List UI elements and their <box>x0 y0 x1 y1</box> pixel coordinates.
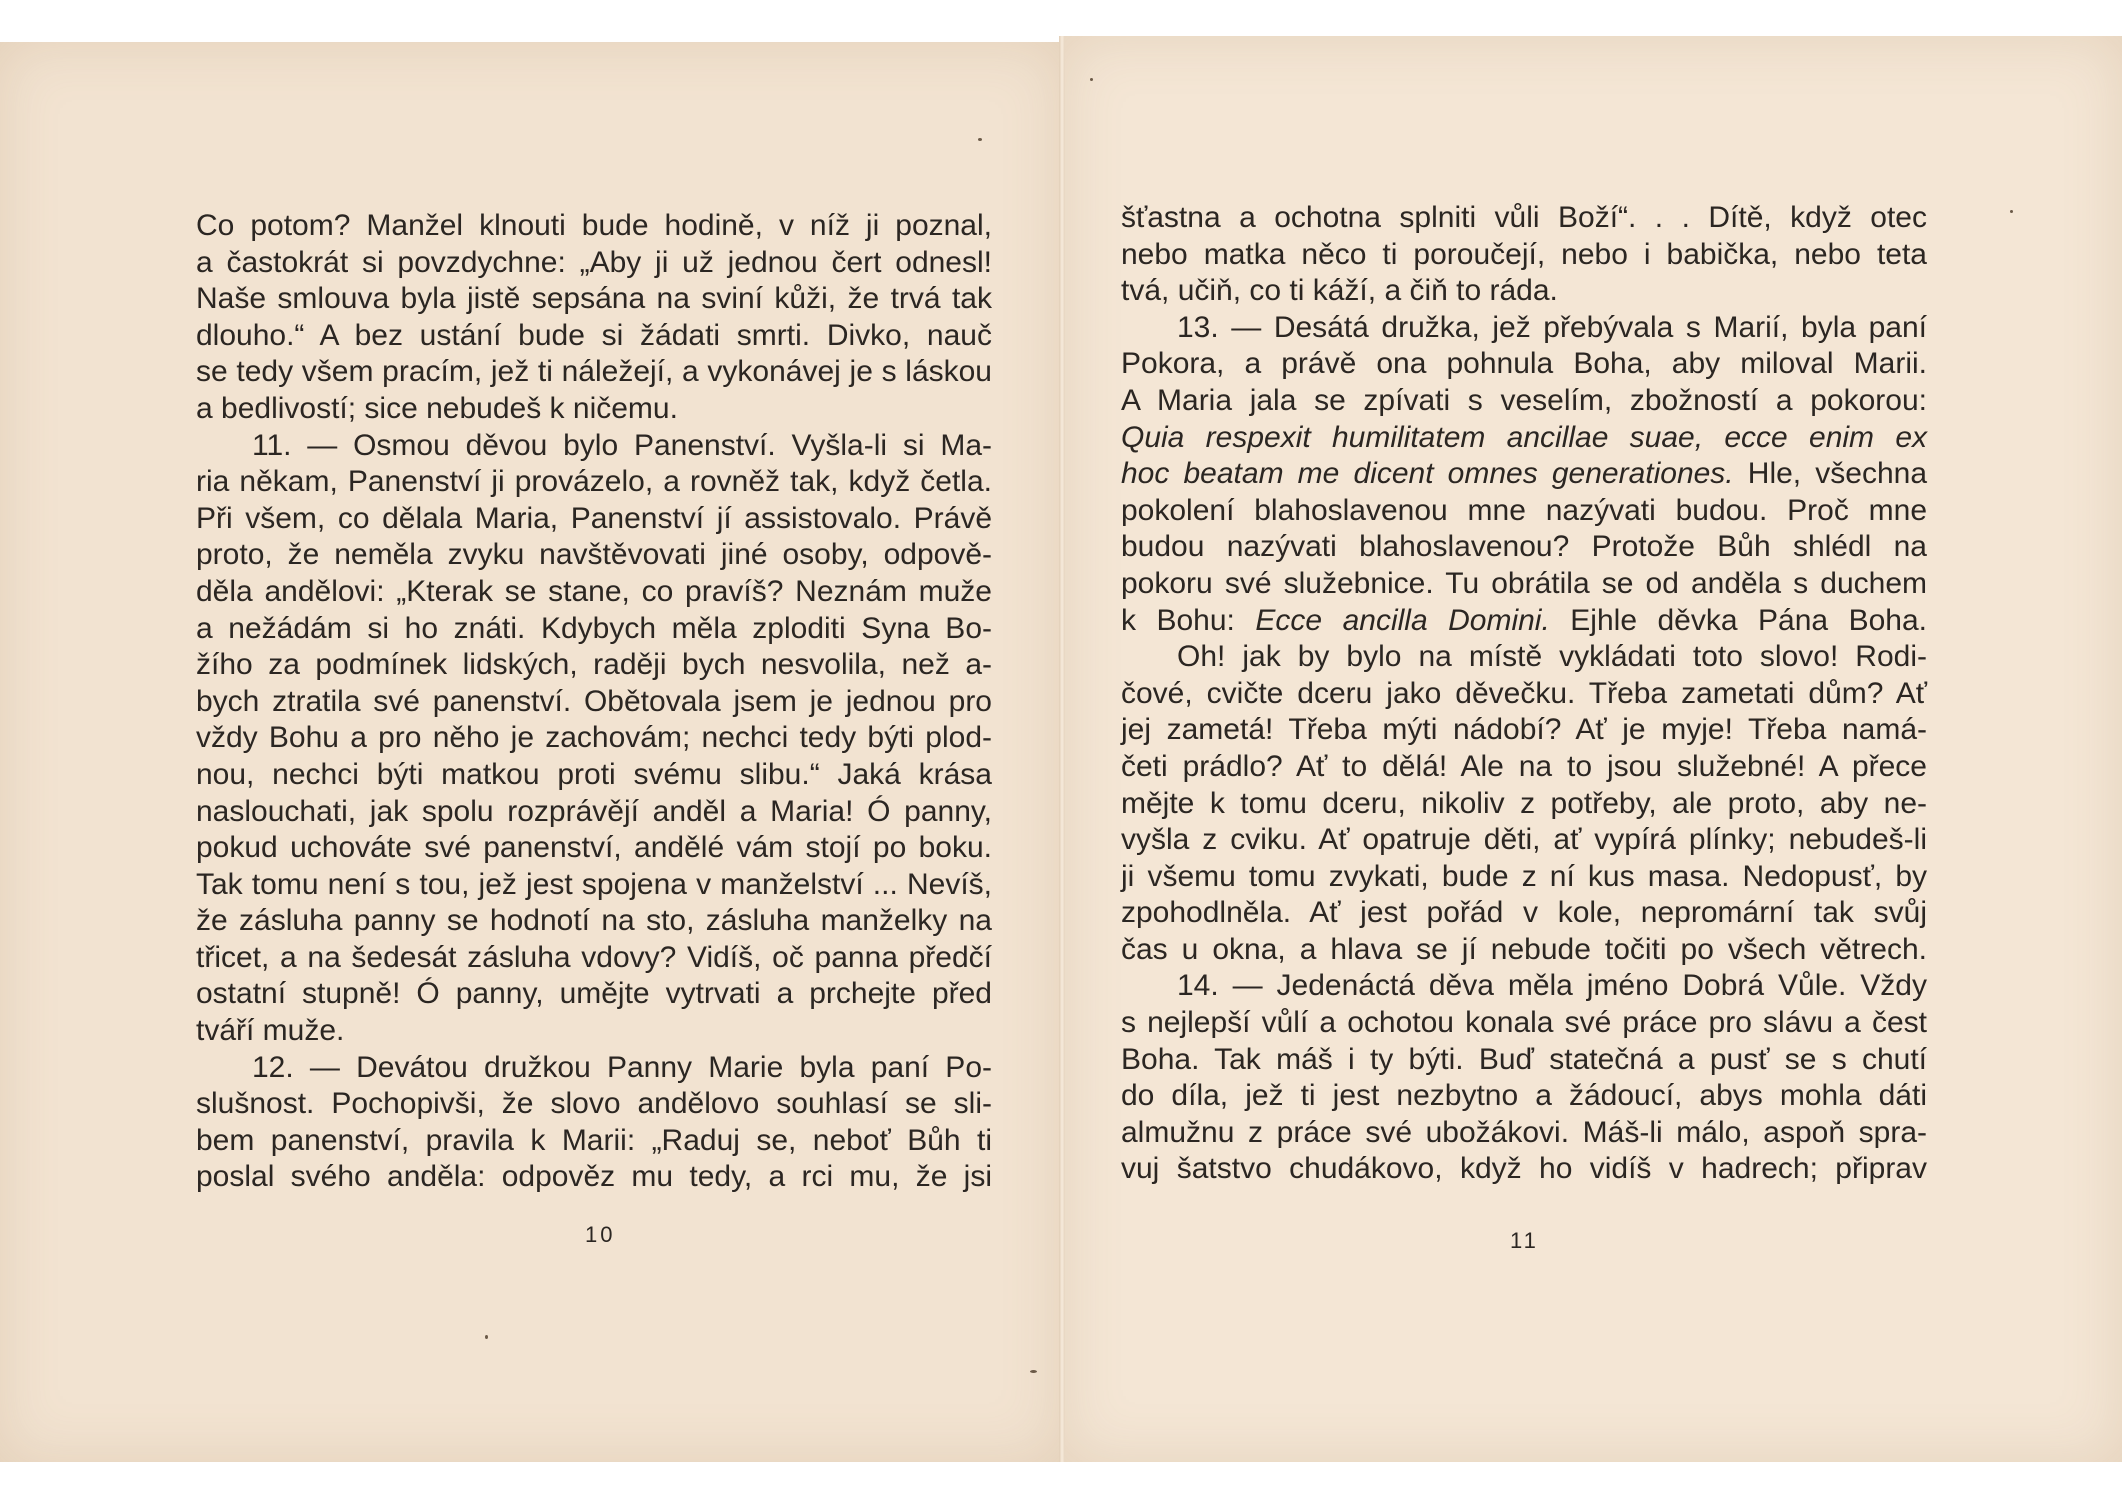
text-line: Tak tomu není s tou, jež jest spojena v manželství ... Nevíš, <box>196 867 992 901</box>
paper-speck <box>485 1335 488 1339</box>
text-line: ria někam, Panenství ji provázelo, a rovněž tak, když četla. <box>196 465 992 499</box>
text-line: pokud uchováte své panenství, andělé vám stojí po boku. <box>196 831 992 865</box>
text-line: pokolení blahoslavenou mne nazývati budou. Proč mne <box>1121 493 1927 527</box>
text-line: s nejlepší vůlí a ochotou konala své práce pro slávu a čest <box>1121 1006 1927 1040</box>
page-number: 11 <box>1510 1228 1539 1253</box>
text-line: do díla, jež ti jest nezbytno a žádoucí, abys mohla dáti <box>1121 1079 1927 1113</box>
text-line: nebo matka něco ti poroučejí, nebo i babička, nebo teta <box>1121 237 1927 271</box>
text-line: bem panenství, pravila k Marii: „Raduj se, neboť Bůh ti <box>196 1123 992 1157</box>
text-line: čas u okna, a hlava se jí nebude točiti po všech větrech. <box>1121 932 1927 966</box>
text-line: nou, nechci býti matkou proti svému slibu.“ Jaká krása <box>196 757 992 791</box>
text-line: čové, cvičte dceru jako děvečku. Třeba zametati dům? Ať <box>1121 676 1927 710</box>
text-line: slušnost. Pochopivši, že slovo andělovo souhlasí se sli- <box>196 1087 992 1121</box>
text-line: Oh! jak by bylo na místě vykládati toto slovo! Rodi- <box>1177 640 1927 674</box>
text-line: Naše smlouva byla jistě sepsána na sviní kůži, že trvá tak <box>196 282 992 316</box>
text-line: Co potom? Manžel klnouti bude hodině, v níž ji poznal, <box>196 209 992 242</box>
text-line: vyšla z cviku. Ať opatruje děti, ať vypírá plínky; nebudeš-li <box>1121 823 1927 857</box>
text-line: vždy Bohu a pro něho je zachovám; nechci tedy býti plod- <box>196 721 992 755</box>
text-line: dlouho.“ A bez ustání bude si žádati smrti. Divko, nauč <box>196 318 992 352</box>
left-page-text <box>196 208 992 1196</box>
text-line: jej zametá! Třeba mýti nádobí? Ať je myje! Třeba namá- <box>1121 713 1927 747</box>
text-line: 14. — Jedenáctá děva měla jméno Dobrá Vůle. Vždy <box>1177 969 1927 1003</box>
text-line: proto, že neměla zvyku navštěvovati jiné osoby, odpově- <box>196 538 992 572</box>
text-line: Pokora, a právě ona pohnula Boha, aby miloval Marii. <box>1121 347 1927 381</box>
text-fragment: Hle, všechna <box>1733 457 1927 491</box>
latin-quote-line: Quia respexit humilitatem ancillae suae, ecce enim ex <box>1121 420 1927 454</box>
text-line: bych ztratila své panenství. Obětovala jsem je jednou pro <box>196 684 992 718</box>
text-line <box>1121 456 1927 493</box>
text-line: pokoru své služebnice. Tu obrátila se od anděla s duchem <box>1121 566 1927 600</box>
text-line: Při všem, co dělala Maria, Panenství jí assistovalo. Právě <box>196 501 992 535</box>
text-line: Boha. Tak máš i ty býti. Buď statečná a pusť se s chutí <box>1121 1042 1927 1076</box>
text-line: almužnu z práce své ubožákovi. Máš-li málo, aspoň spra- <box>1121 1115 1927 1149</box>
text-line: 13. — Desátá družka, jež přebývala s Marií, byla paní <box>1177 310 1927 344</box>
text-line: že zásluha panny se hodnotí na sto, zásluha manželky na <box>196 904 992 938</box>
text-line: 11. — Osmou děvou bylo Panenství. Vyšla-li si Ma- <box>252 428 992 462</box>
text-line: četi prádlo? Ať to dělá! Ale na to jsou služebné! A přece <box>1121 749 1927 783</box>
text-line: šťastna a ochotna splniti vůli Boží“. . . Dítě, když otec <box>1121 201 1927 234</box>
text-fragment: k Bohu: <box>1121 603 1256 637</box>
text-line: a častokrát si povzdychne: „Aby ji už jednou čert odnesl! <box>196 245 992 279</box>
paper-speck <box>1090 78 1093 81</box>
text-fragment: Ejhle děvka Pána Boha. <box>1549 603 1927 637</box>
text-line: vuj šatstvo chudákovo, když ho vidíš v hadrech; připrav <box>1121 1152 1927 1186</box>
text-line: tváří muže. <box>196 1014 345 1048</box>
text-line: ostatní stupně! Ó panny, umějte vytrvati a prchejte před <box>196 977 992 1011</box>
text-line: ji všemu tomu zvykati, bude z ní kus masa. Nedopusť, by <box>1121 859 1927 893</box>
paper-speck <box>978 138 982 141</box>
text-line: budou nazývati blahoslavenou? Protože Bůh shlédl na <box>1121 530 1927 564</box>
text-line: žího za podmínek lidských, raději bych nesvolila, než a- <box>196 648 992 682</box>
text-line: A Maria jala se zpívati s veselím, zbožností a pokorou: <box>1121 383 1927 417</box>
book-gutter <box>1059 36 1065 1462</box>
page-number: 10 <box>585 1222 616 1247</box>
text-line: tvá, učiň, co ti káží, a čiň to ráda. <box>1121 274 1558 308</box>
text-line: mějte k tomu dceru, nikoliv z potřeby, ale proto, aby ne- <box>1121 786 1927 820</box>
text-line <box>1121 603 1927 640</box>
text-line: zpohodlněla. Ať jest pořád v kole, nepromární tak svůj <box>1121 896 1927 930</box>
text-line: poslal svého anděla: odpověz mu tedy, a rci mu, že jsi <box>196 1160 992 1194</box>
latin-quote: Ecce ancilla Domini. <box>1255 603 1550 637</box>
paper-speck <box>2010 210 2013 213</box>
text-line: se tedy všem pracím, jež ti náležejí, a vykonávej je s láskou <box>196 355 992 389</box>
text-line: a bedlivostí; sice nebudeš k ničemu. <box>196 391 678 425</box>
text-line: děla andělovi: „Kterak se stane, co pravíš? Neznám muže <box>196 574 992 608</box>
text-line: 12. — Devátou družkou Panny Marie byla paní Po- <box>252 1050 992 1084</box>
latin-quote: hoc beatam me dicent omnes generationes. <box>1121 457 1734 491</box>
text-line: naslouchati, jak spolu rozprávějí anděl a Maria! Ó panny, <box>196 794 992 828</box>
right-page-text <box>1121 200 1927 1188</box>
paper-speck <box>1030 1370 1037 1373</box>
text-line: třicet, a na šedesát zásluha vdovy? Vidíš, oč panna předčí <box>196 940 992 974</box>
text-line: a nežádám si ho znáti. Kdybych měla zploditi Syna Bo- <box>196 611 992 645</box>
